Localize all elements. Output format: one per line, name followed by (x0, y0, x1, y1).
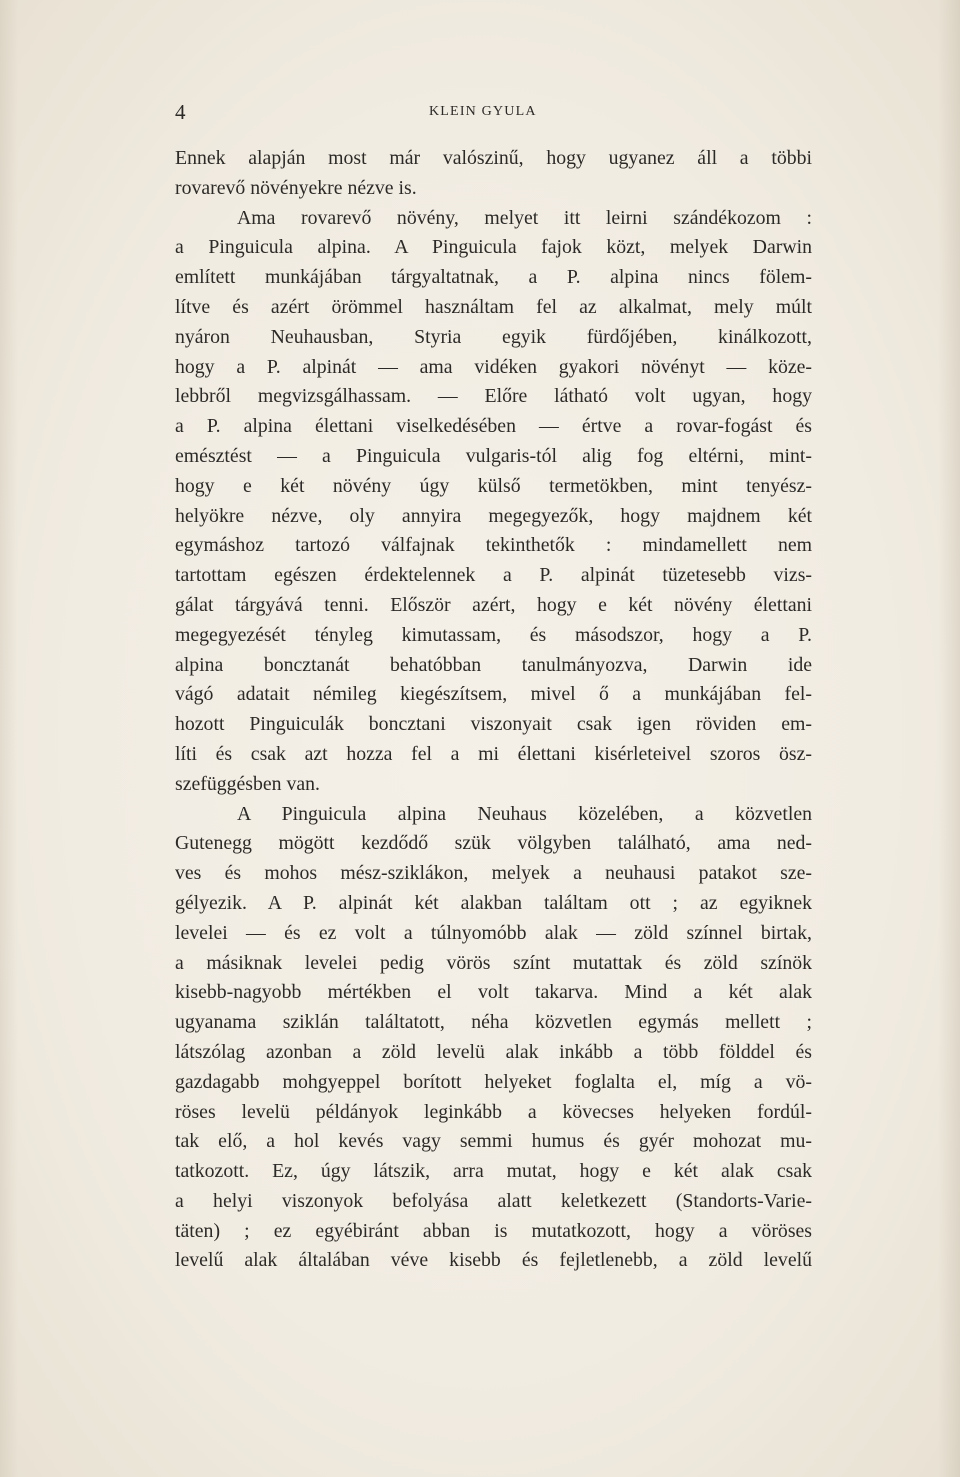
text-line: alpina boncztanát behatóbban tanulmányozva, Darwin ide (175, 653, 812, 676)
text-line: rovarevő növényekre nézve is. (175, 176, 417, 199)
text-line: szefüggésben van. (175, 772, 321, 795)
text-line: levelei — és ez volt a túlnyomóbb alak — zöld színnel birtak, (175, 921, 812, 944)
text-line: a másiknak levelei pedig vörös színt mutattak és zöld színök (175, 951, 812, 974)
body-text (175, 144, 812, 1276)
text-line: látszólag azonban a zöld levelü alak inkább a több földdel és (175, 1040, 812, 1063)
text-line: említett munkájában tárgyaltatnak, a P. alpina nincs fölem- (175, 266, 812, 289)
text-line: hozott Pinguiculák boncztani viszonyait csak igen röviden em- (175, 713, 812, 736)
running-head (175, 98, 812, 126)
text-line: tak elő, a hol kevés vagy semmi humus és gyér mohozat mu- (175, 1130, 812, 1153)
text-line: a P. alpina élettani viselkedésében — értve a rovar-fogást és (175, 415, 812, 438)
page-shadow-right (938, 0, 960, 1477)
text-line: vágó adatait némileg kiegészítsem, mivel ő a munkájában fel- (175, 683, 812, 706)
text-line: ves és mohos mész-sziklákon, melyek a neuhausi patakot sze- (175, 862, 812, 885)
text-line: röses levelü példányok leginkább a kövecses helyeken fordúl- (175, 1100, 812, 1123)
text-line: megegyezését tényleg kimutassam, és másodszor, hogy a P. (175, 623, 812, 646)
text-line: nyáron Neuhausban, Styria egyik fürdőjében, kinálkozott, (175, 325, 812, 348)
text-line: lebbről megvizsgálhassam. — Előre látható volt ugyan, hogy (175, 385, 812, 408)
text-line: gálat tárgyává tenni. Először azért, hogy e két növény élettani (175, 593, 812, 616)
text-line: gélyezik. A P. alpinát két alakban találtam ott ; az egyiknek (175, 891, 812, 914)
text-line: Ennek alapján most már valószinű, hogy ugyanez áll a többi (175, 147, 812, 169)
text-line: A Pinguicula alpina Neuhaus közelében, a közvetlen (237, 802, 812, 825)
page-shadow-left (0, 0, 18, 1477)
page-number: 4 (175, 100, 186, 124)
text-line: a Pinguicula alpina. A Pinguicula fajok közt, melyek Darwin (175, 236, 812, 259)
text-line: ugyanama sziklán találtatott, néha közvetlen egymás mellett ; (175, 1011, 812, 1034)
text-line: egymáshoz tartozó válfajnak tekinthetők : mindamellett nem (175, 534, 812, 557)
text-line: Ama rovarevő növény, melyet itt leirni szándékozom : (237, 206, 812, 229)
text-line: levelű alak általában véve kisebb és fejletlenebb, a zöld levelű (175, 1249, 812, 1272)
text-line: helyökre nézve, oly annyira megegyezők, hogy majdnem két (175, 504, 812, 527)
running-head-title: KLEIN GYULA (429, 104, 537, 119)
text-line: emésztést — a Pinguicula vulgaris-tól alig fog eltérni, mint- (175, 444, 812, 467)
text-line: hogy a P. alpinát — ama vidéken gyakori növényt — köze- (175, 355, 812, 378)
text-line: tatkozott. Ez, úgy látszik, arra mutat, hogy e két alak csak (175, 1160, 812, 1183)
text-line: kisebb-nagyobb mértékben el volt takarva. Mind a két alak (175, 981, 812, 1004)
text-line: Gutenegg mögött kezdődő szük völgyben található, ama ned- (175, 832, 812, 855)
text-line: a helyi viszonyok befolyása alatt keletkezett (Standorts-Varie- (175, 1189, 812, 1212)
text-line: gazdagabb mohgyeppel borított helyeket foglalta el, míg a vö- (175, 1070, 812, 1093)
text-line: tartottam egészen érdektelennek a P. alpinát tüzetesebb vizs- (175, 564, 812, 587)
text-line: hogy e két növény úgy külső termetökben, mint tenyész- (175, 474, 812, 497)
text-line: täten) ; ez egyébiránt abban is mutatkozott, hogy a vöröses (175, 1219, 812, 1242)
text-line: lítve és azért örömmel használtam fel az alkalmat, mely múlt (175, 295, 812, 318)
text-line: líti és csak azt hozza fel a mi élettani kisérleteivel szoros ösz- (175, 742, 812, 765)
